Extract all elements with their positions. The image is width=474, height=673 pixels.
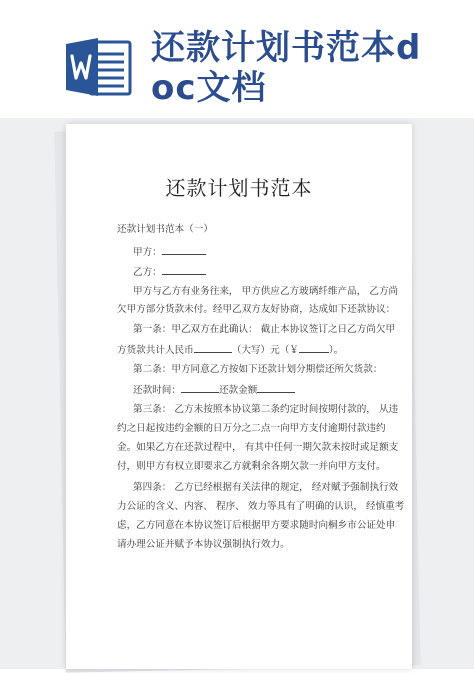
repay-amount-label: 还款金额 <box>218 385 258 396</box>
para1-line2: 欠甲方部分货款未付。经甲乙双方友好协商，达成如下还款协议： <box>117 304 396 315</box>
repay-time-label: 还款时间： <box>133 385 181 396</box>
party-a-label: 甲方： <box>133 247 162 258</box>
word-document-icon <box>64 36 132 98</box>
article3-line3: 金。如果乙方在还款过程中， 有其中任何一期欠款未按时或足额支 <box>117 442 399 453</box>
party-a-blank <box>162 244 206 255</box>
article3-line4: 付，则甲方有权立即要求乙方就剩余各期欠款一并向甲方支付。 <box>117 461 386 472</box>
party-b-line <box>133 264 206 279</box>
para1-line1: 甲方与乙方有业务往来， 甲方供应乙方玻璃纤维产品， 乙方尚 <box>133 286 399 297</box>
article1-line2 <box>117 342 343 357</box>
article1-text-a: 方货款共计人民币 <box>117 345 194 356</box>
party-b-blank <box>162 264 206 275</box>
article1-text-c: ）。 <box>328 345 344 356</box>
party-a-line <box>133 244 206 259</box>
article1-line1: 第一条：甲乙双方在此确认： 截止本协议签订之日乙方尚欠甲 <box>133 324 396 335</box>
document-title: 还款计划书范本 <box>165 176 313 200</box>
article4-line2: 力公证的含义、内容、 程序、 效力等具有了明确的认识， 经慎重考 <box>117 501 405 512</box>
article2-line2 <box>133 382 295 397</box>
article4-line1: 第四条： 乙方已经根据有关法律的规定， 经对赋予强制执行效 <box>133 482 399 493</box>
document-page <box>66 124 412 669</box>
amount-blank <box>194 342 232 353</box>
article3-line2: 约之日起按违约金额的日万分之二点一向甲方支付逾期付款违约 <box>117 423 386 434</box>
banner-title-line2: oc文档 <box>151 68 267 108</box>
banner-title-line1: 还款计划书范本d <box>151 28 422 68</box>
repay-time-blank <box>181 382 219 393</box>
section-heading: 还款计划书范本（一） <box>117 224 213 235</box>
banner-title <box>151 28 451 108</box>
article1-text-b: （大写）元（￥ <box>231 345 299 356</box>
document-banner <box>0 0 474 118</box>
article4-line4: 请办理公证并赋予本协议强制执行效力。 <box>117 539 290 550</box>
repay-amount-blank <box>257 382 295 393</box>
article3-line1: 第三条： 乙方未按照本协议第二条约定时间按期付款的， 从违 <box>133 404 399 415</box>
article2-line1: 第二条：甲方同意乙方按如下还款计划分期偿还所欠货款： <box>133 364 383 375</box>
amount-figure-blank <box>299 342 329 353</box>
article4-line3: 虑，乙方同意在本协议签订后根据甲方要求随时向桐乡市公证处申 <box>117 520 396 531</box>
party-b-label: 乙方： <box>133 267 162 278</box>
